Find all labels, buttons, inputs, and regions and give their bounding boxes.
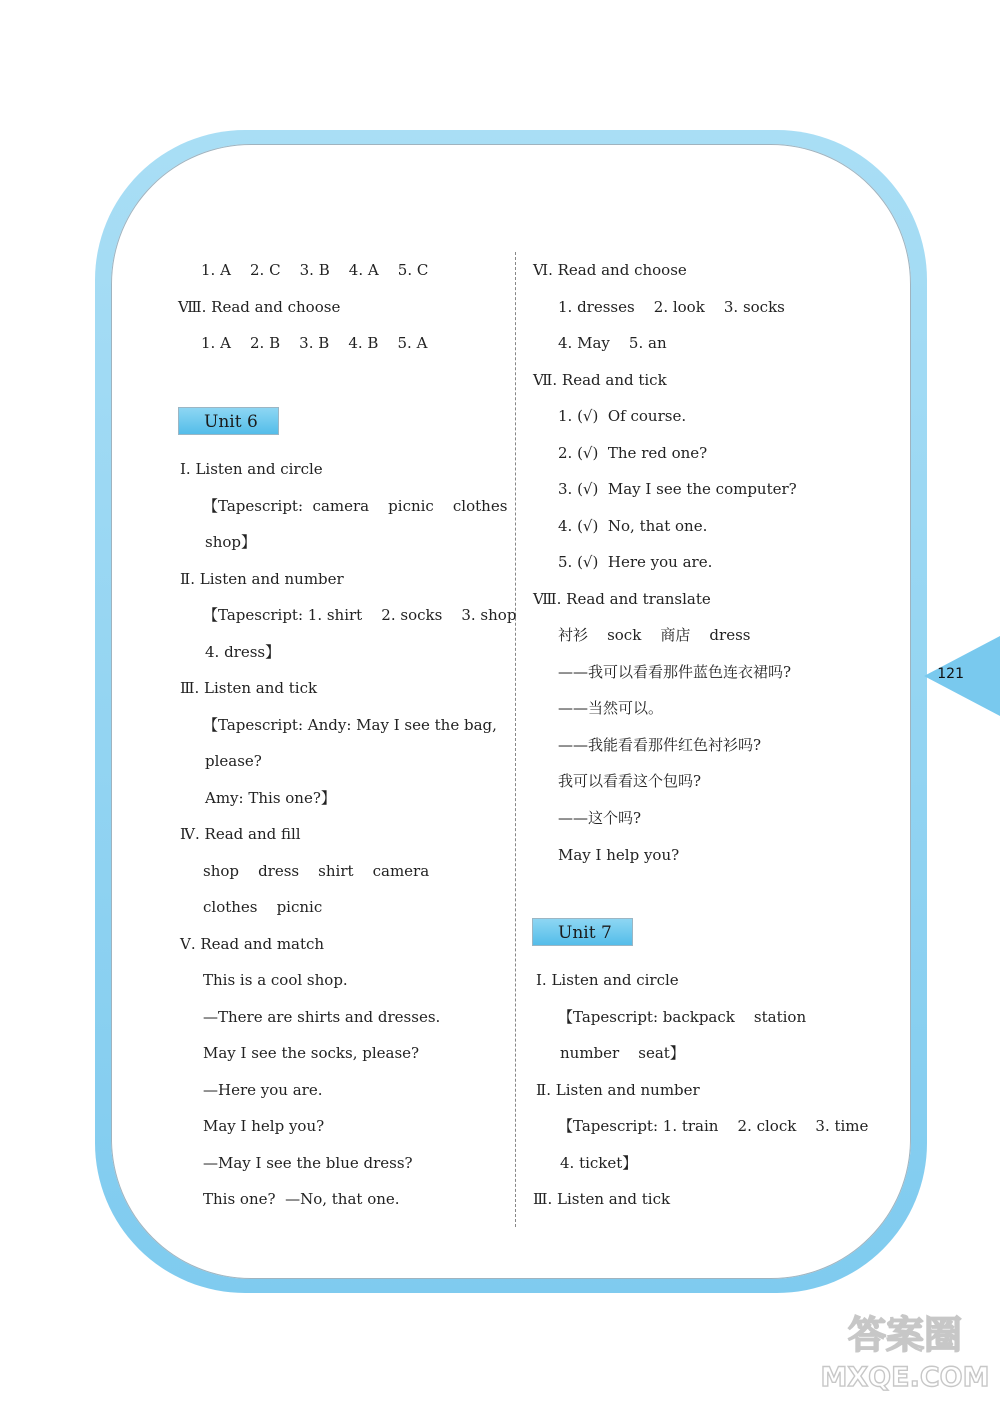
tapescript-line: 【Tapescript: Andy: May I see the bag, [203, 716, 497, 734]
answer-line: ——我可以看看那件蓝色连衣裙吗? [558, 663, 792, 681]
answer-line: ——当然可以。 [558, 699, 664, 717]
answer-line: 1. (√) Of course. [558, 407, 687, 425]
answer-line: May I help you? [558, 846, 680, 864]
section-heading: Ⅱ. Listen and number [180, 570, 344, 588]
tapescript-line: 【Tapescript: backpack station [558, 1008, 807, 1026]
tapescript-line: Amy: This one?】 [205, 789, 336, 807]
section-heading: Ⅷ. Read and choose [178, 298, 341, 316]
page-number: 121 [937, 666, 964, 682]
answer-line: 1. A 2. C 3. B 4. A 5. C [201, 261, 429, 279]
answer-line: 衬衫 sock 商店 dress [558, 626, 751, 644]
watermark-logo [820, 1308, 990, 1394]
unit-6-label: Unit 6 [178, 407, 279, 435]
watermark-top-text: 答案圈 [847, 1313, 963, 1357]
section-heading: Ⅵ. Read and choose [533, 261, 687, 279]
answer-line: 3. (√) May I see the computer? [558, 480, 797, 498]
answer-line: This one? —No, that one. [203, 1190, 400, 1208]
section-heading: Ⅴ. Read and match [180, 935, 325, 953]
answer-line: 1. A 2. B 3. B 4. B 5. A [201, 334, 428, 352]
tapescript-line: please? [205, 752, 262, 770]
answer-line: 我可以看看这个包吗? [558, 772, 702, 790]
answer-line: 1. dresses 2. look 3. socks [558, 298, 785, 316]
answer-line: shop dress shirt camera [203, 862, 430, 880]
answer-line: —May I see the blue dress? [203, 1154, 413, 1172]
answer-line: 4. May 5. an [558, 334, 667, 352]
tapescript-line: 【Tapescript: camera picnic clothes [203, 497, 508, 515]
answer-line: This is a cool shop. [203, 971, 348, 989]
answer-line: ——我能看看那件红色衬衫吗? [558, 736, 762, 754]
tapescript-line: number seat】 [560, 1044, 685, 1062]
section-heading: Ⅷ. Read and translate [533, 590, 711, 608]
unit-7-label: Unit 7 [532, 918, 633, 946]
section-heading: Ⅳ. Read and fill [180, 825, 301, 843]
watermark-bottom-text: MXQE.COM [820, 1362, 990, 1393]
answer-line: 4. (√) No, that one. [558, 517, 708, 535]
answer-line: May I see the socks, please? [203, 1044, 420, 1062]
answer-line: 5. (√) Here you are. [558, 553, 713, 571]
answer-line: —There are shirts and dresses. [203, 1008, 441, 1026]
tapescript-line: 【Tapescript: 1. train 2. clock 3. time [558, 1117, 869, 1135]
answer-line: —Here you are. [203, 1081, 323, 1099]
answer-line: 2. (√) The red one? [558, 444, 708, 462]
answer-line: ——这个吗? [558, 809, 642, 827]
tapescript-line: shop】 [205, 533, 256, 551]
tapescript-line: 4. ticket】 [560, 1154, 638, 1172]
answer-line: May I help you? [203, 1117, 325, 1135]
section-heading: Ⅰ. Listen and circle [536, 971, 679, 989]
column-divider [515, 252, 516, 1227]
section-heading: Ⅲ. Listen and tick [533, 1190, 671, 1208]
section-heading: Ⅶ. Read and tick [533, 371, 667, 389]
section-heading: Ⅲ. Listen and tick [180, 679, 318, 697]
section-heading: Ⅱ. Listen and number [536, 1081, 700, 1099]
tapescript-line: 4. dress】 [205, 643, 281, 661]
tapescript-line: 【Tapescript: 1. shirt 2. socks 3. shop [203, 606, 517, 624]
answer-line: clothes picnic [203, 898, 323, 916]
section-heading: Ⅰ. Listen and circle [180, 460, 323, 478]
